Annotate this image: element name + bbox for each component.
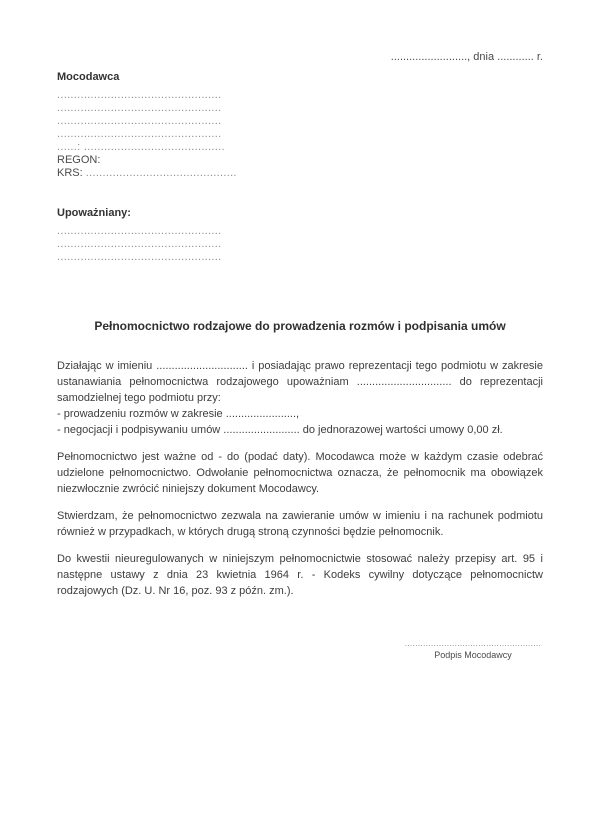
principal-fill-in-line: ................................................. [57, 128, 222, 140]
krs-line [57, 167, 543, 180]
principal-block [57, 70, 543, 180]
principal-fill-in-line: ................................................. [57, 115, 222, 127]
signature-line: .................................................... [404, 639, 542, 648]
signature-label: Podpis Mocodawcy [434, 650, 512, 660]
authorized-heading: Upoważniany: [57, 207, 131, 219]
paragraph-self-contracting: Stwierdzam, że pełnomocnictwo zezwala na zawieranie umów w imieniu i na rachunek podmiotu również w przypadkach, w których drugą stroną czynności będzie pełnomocnik. [57, 510, 543, 538]
paragraph-validity: Pełnomocnictwo jest ważne od - do (podać daty). Mocodawca może w każdym czasie odebrać udzielone pełnomocnictwo. Odwołanie pełnomocnictwa oznacza, że pełnomocnik ma obowiązek niezwłocznie zwrócić niniejszy dokument Mocodawcy. [57, 451, 543, 495]
paragraph-legal-basis: Do kwestii nieuregulowanych w niniejszym pełnomocnictwie stosować należy przepisy art. 95 i następne ustawy z dnia 23 kwietnia 1964 r. - Kodeks cywilny dotyczące pełnomocnictw rodzajowych (Dz. U. Nr 16, poz. 93 z późn. zm.). [57, 553, 543, 597]
paragraph-authorization-main: Działając w imieniu .............................. i posiadając prawo reprezentacji tego podmiotu w zakresie ustanawiania pełnomocnictwa rodzajowego upoważniam ............................... do reprezentacji samodzielnej tego podmiotu przy: [57, 360, 543, 404]
principal-heading: Mocodawca [57, 71, 120, 83]
authorization-scope-item: - negocjacji i podpisywaniu umów ......................... do jednorazowej wartości umowy 0,00 zł. [57, 424, 503, 436]
krs-label: KRS: [57, 167, 83, 179]
krs-fill-in-dots: ............................................. [85, 167, 237, 179]
paragraph-authorization [57, 358, 543, 438]
authorized-block [57, 206, 543, 264]
principal-colon-fill-in-line: ......: .......................................... [57, 141, 225, 153]
regon-line: REGON: [57, 154, 101, 166]
principal-fill-in-line: ................................................. [57, 89, 222, 101]
authorized-fill-in-line: ................................................. [57, 238, 222, 250]
signature-block [403, 639, 543, 661]
principal-fill-in-line: ................................................. [57, 102, 222, 114]
authorization-scope-item: - prowadzeniu rozmów w zakresie ......................., [57, 408, 300, 420]
authorized-fill-in-line: ................................................. [57, 225, 222, 237]
authorized-fill-in-line: ................................................. [57, 251, 222, 263]
date-line: ........................., dnia ............ r. [390, 51, 543, 63]
document-title: Pełnomocnictwo rodzajowe do prowadzenia rozmów i podpisania umów [94, 319, 506, 333]
